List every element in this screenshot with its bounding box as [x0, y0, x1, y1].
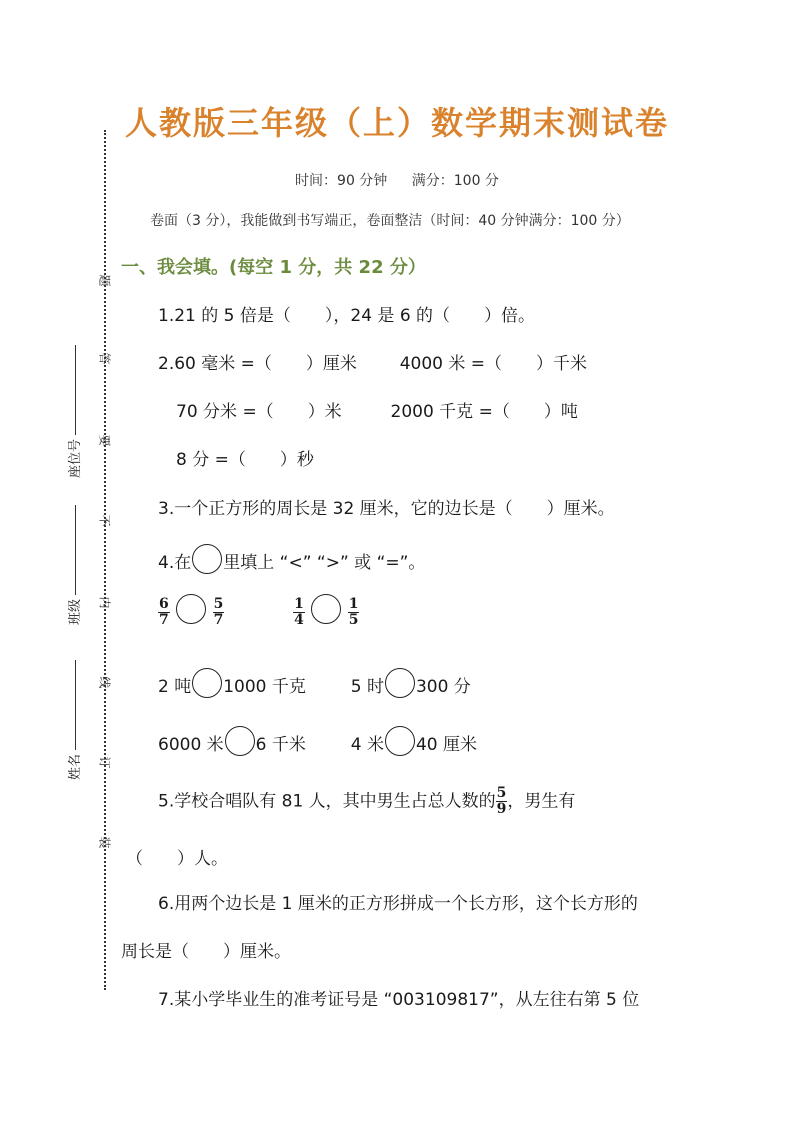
section-heading: 一、我会填。(每空 1 分，共 22 分）	[121, 257, 426, 278]
question-7: 7.某小学毕业生的准考证号是 “003109817”，从左往右第 5 位	[158, 990, 640, 1010]
side-char: 装	[97, 836, 112, 849]
fraction: $\frac{6}{7}$	[159, 596, 169, 628]
seat-number-label: 座位号	[68, 438, 83, 478]
seat-number-line	[75, 345, 76, 435]
name-label: 姓名	[68, 753, 83, 780]
question-2-line-2: 70 分米 =（ ）米 2000 千克 =（ ）吨	[176, 402, 578, 422]
compare-row-fractions	[158, 597, 359, 628]
side-char: 内	[97, 596, 112, 609]
question-5-answer: （ ）人。	[126, 849, 228, 869]
binding-dotted-line	[104, 130, 106, 990]
fraction: $\frac{1}{4}$	[294, 596, 304, 628]
compare-circle[interactable]	[311, 594, 341, 624]
compare-circle	[192, 544, 222, 574]
question-2-line-3: 8 分 =（ ）秒	[176, 450, 314, 470]
fraction: $\frac{5}{9}$	[496, 785, 507, 817]
neatness-note: 卷面（3 分），我能做到书写端正，卷面整洁（时间：40 分钟满分：100 分）	[150, 213, 630, 229]
question-2-line-1: 2.60 毫米 =（ ）厘米 4000 米 =（ ）千米	[158, 354, 588, 374]
fraction: $\frac{1}{5}$	[348, 596, 359, 628]
class-label: 班级	[68, 598, 83, 625]
name-line	[75, 660, 76, 750]
side-char: 要	[97, 434, 112, 447]
question-1: 1.21 的 5 倍是（ ），24 是 6 的（ ）倍。	[158, 306, 536, 326]
side-char: 答	[97, 352, 112, 365]
time-info: 时间：90 分钟	[295, 173, 388, 189]
question-3: 3.一个正方形的周长是 32 厘米，它的边长是（ ）厘米。	[158, 499, 615, 519]
class-line	[75, 505, 76, 595]
question-6-answer: 周长是（ ）厘米。	[121, 942, 291, 962]
compare-row-3: 6000 米 6 千米 4 米 40 厘米	[158, 730, 477, 760]
compare-circle[interactable]	[385, 726, 415, 756]
side-char: 订	[97, 756, 112, 769]
compare-circle[interactable]	[176, 594, 206, 624]
side-char: 线	[97, 676, 112, 689]
exam-info	[0, 170, 794, 190]
fraction: $\frac{5}{7}$	[213, 596, 224, 628]
compare-row-2: 2 吨 1000 千克 5 时 300 分	[158, 672, 471, 702]
question-5: 5.学校合唱队有 81 人，其中男生占总人数的 $\frac{5}{9}$ ，男生有	[158, 785, 576, 817]
compare-circle[interactable]	[192, 668, 222, 698]
compare-circle[interactable]	[225, 726, 255, 756]
compare-circle[interactable]	[385, 668, 415, 698]
question-4: 4.在 里填上 “<” “>” 或 “=”。	[158, 548, 425, 578]
question-6: 6.用两个边长是 1 厘米的正方形拼成一个长方形，这个长方形的	[158, 894, 638, 914]
side-char: 题	[97, 274, 112, 287]
class-field[interactable]	[64, 505, 83, 625]
seat-number-field[interactable]	[64, 345, 83, 478]
name-field[interactable]	[64, 660, 83, 780]
page-title: 人教版三年级（上）数学期末测试卷	[124, 104, 669, 142]
score-info: 满分：100 分	[411, 173, 499, 189]
side-char: 不	[97, 514, 112, 527]
